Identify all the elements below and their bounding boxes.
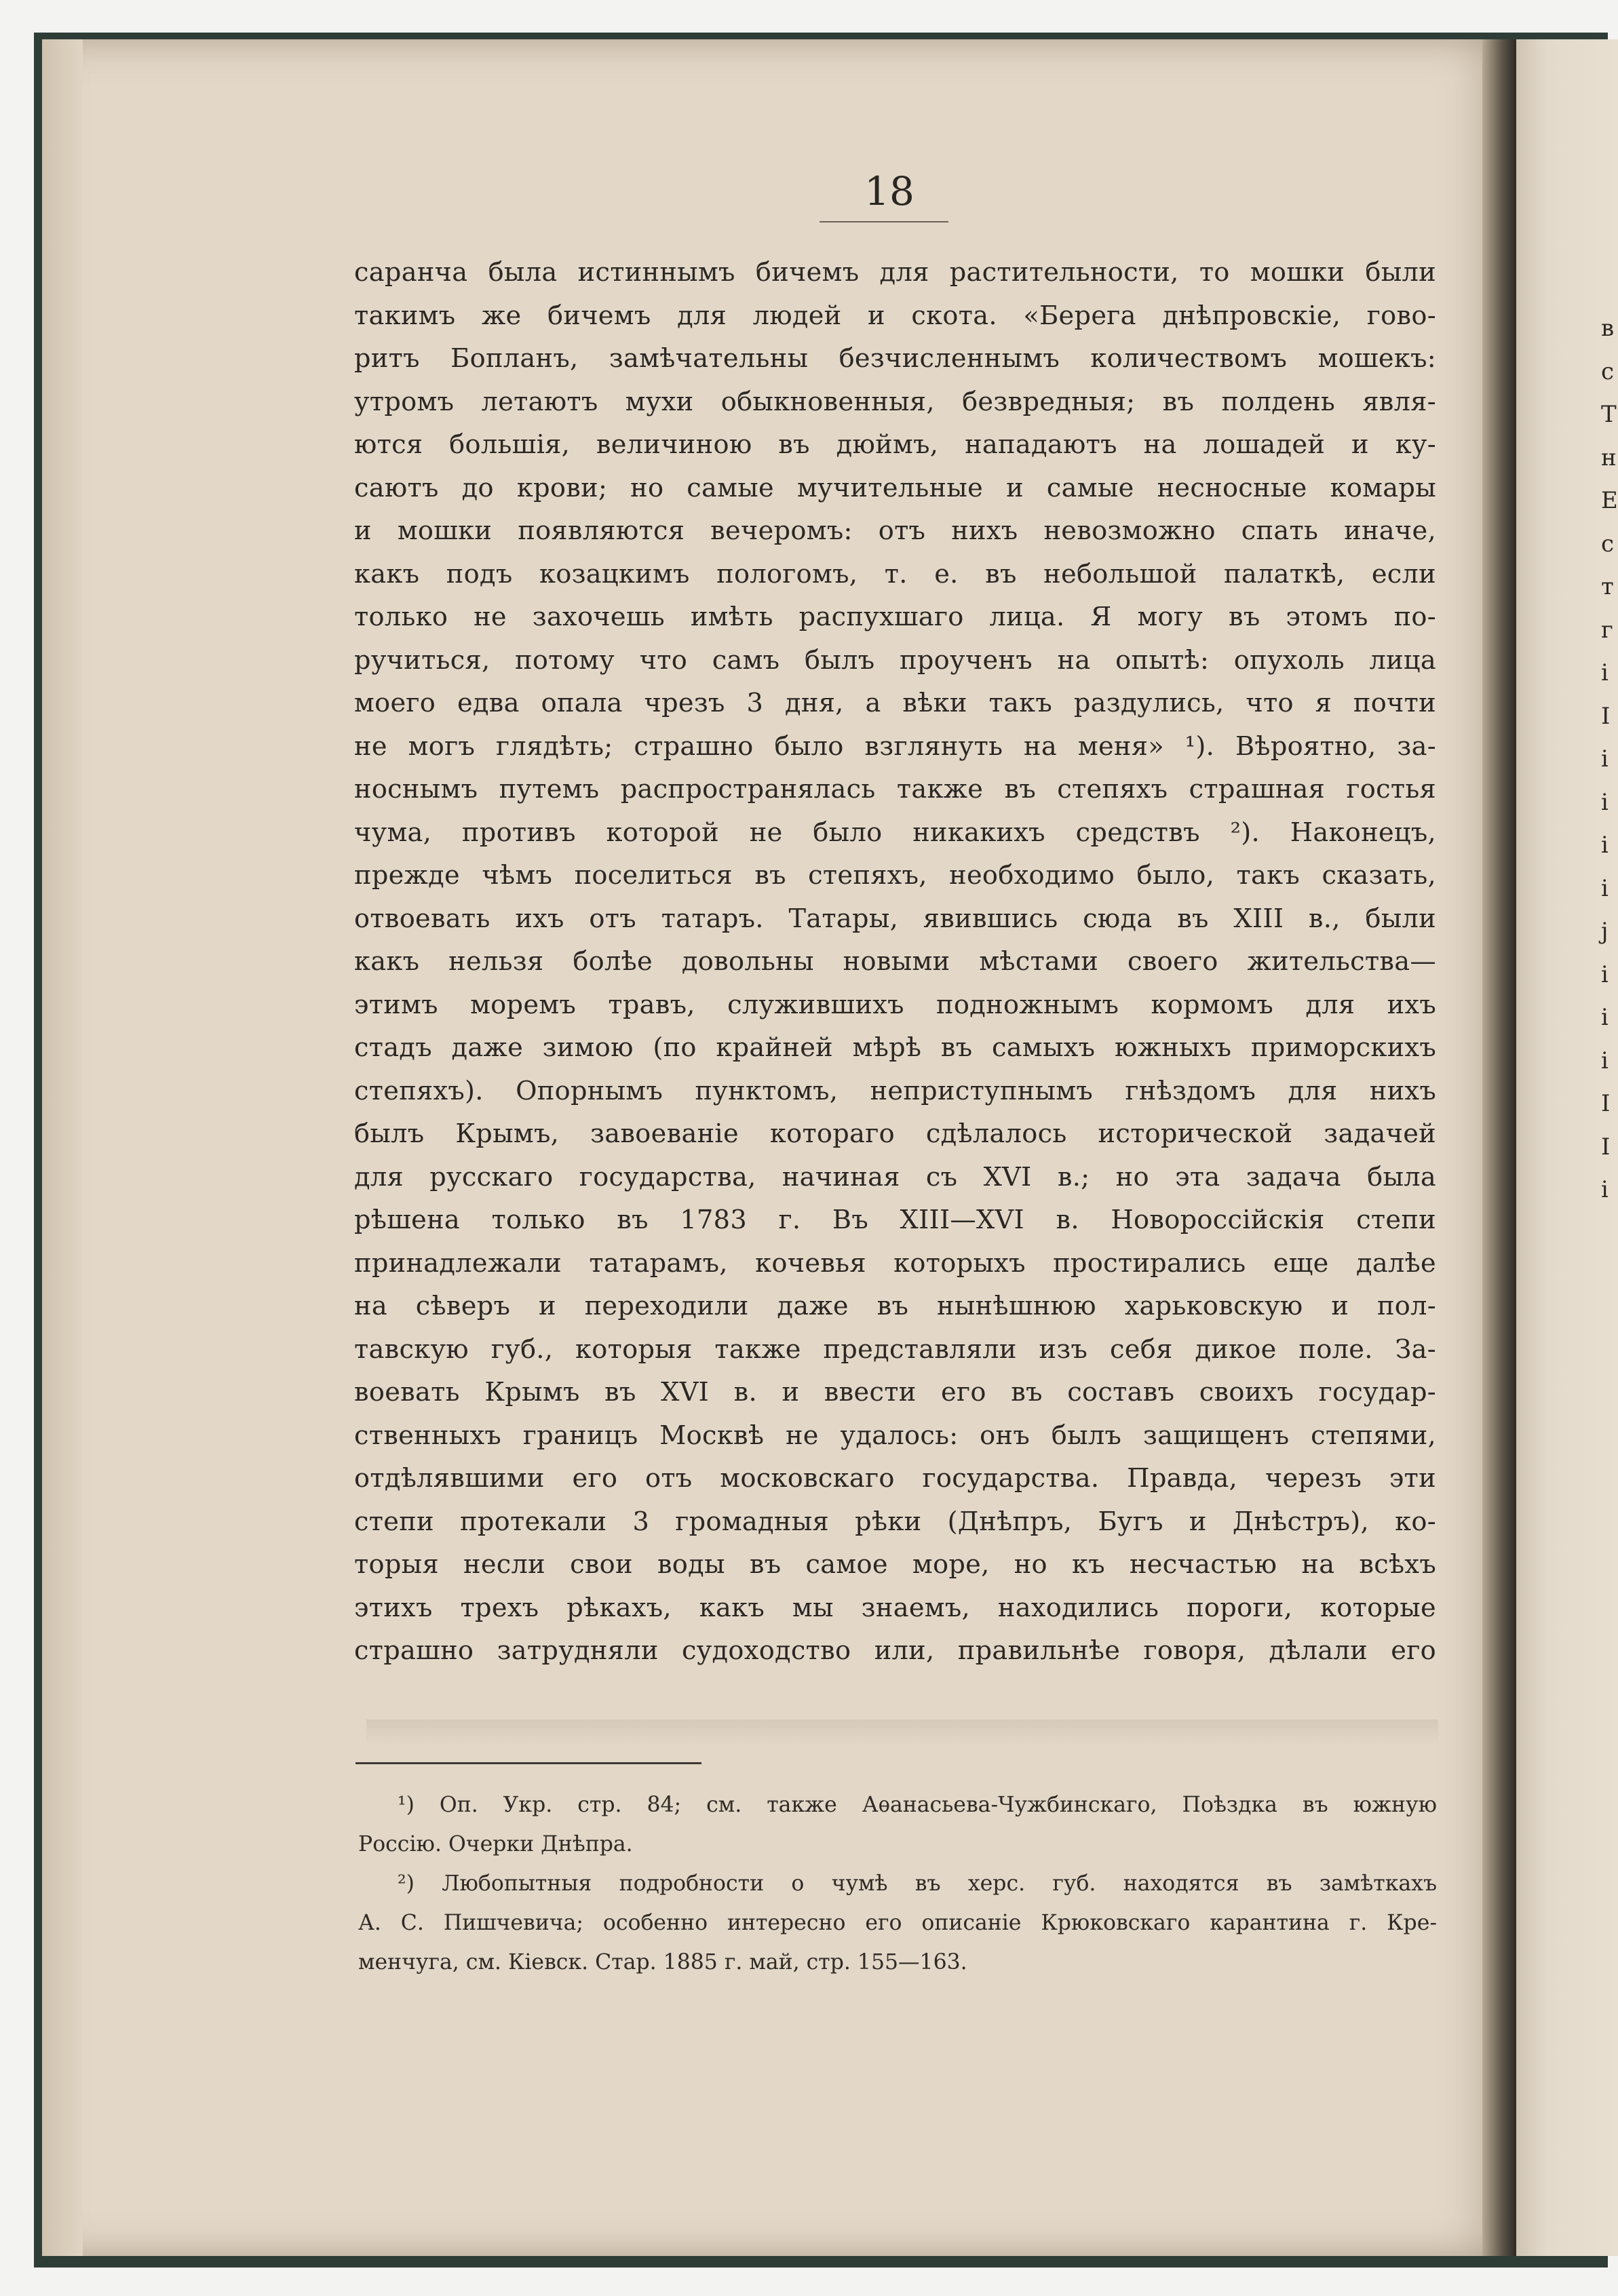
text-line: и мошки появляются вечеромъ: отъ нихъ невозможно спать иначе, [354, 515, 1436, 546]
text-line: для русскаго государства, начиная съ XVI в.; но эта задача была [354, 1161, 1436, 1192]
text-line: былъ Крымъ, завоеваніе котораго сдѣлалось исторической задачей [354, 1118, 1436, 1149]
show-through [366, 1719, 1438, 1747]
right-page-letter: Т [1601, 401, 1617, 428]
text-line: утромъ летаютъ мухи обыкновенныя, безвредныя; въ полдень явля- [354, 386, 1436, 417]
text-line: саранча была истиннымъ бичемъ для растительности, то мошки были [354, 257, 1436, 288]
text-line: прежде чѣмъ поселиться въ степяхъ, необходимо было, такъ сказать, [354, 860, 1436, 891]
right-page-letter: і [1601, 960, 1609, 988]
right-page-letter: в [1601, 315, 1615, 342]
footnote-line: менчуга, см. Кіевск. Стар. 1885 г. май, стр. 155—163. [358, 1950, 967, 1974]
footnote-line: Россію. Очерки Днѣпра. [358, 1832, 633, 1856]
right-page-letter: і [1601, 659, 1609, 686]
body-text [354, 251, 1436, 1673]
text-line: какъ подъ козацкимъ пологомъ, т. е. въ небольшой палаткѣ, если [354, 558, 1436, 589]
text-line: степяхъ). Опорнымъ пунктомъ, неприступнымъ гнѣздомъ для нихъ [354, 1075, 1436, 1106]
text-line: тавскую губ., которыя также представляли изъ себя дикое поле. За- [354, 1334, 1436, 1365]
right-page-letter: І [1601, 702, 1611, 730]
page-number: 18 [864, 168, 914, 214]
text-line: только не захочешь имѣть распухшаго лица. Я могу въ этомъ по- [354, 602, 1436, 632]
text-line: страшно затрудняли судоходство или, правильнѣе говоря, дѣлали его [354, 1635, 1436, 1666]
page-edge [42, 39, 83, 2256]
text-line: ственныхъ границъ Москвѣ не удалось: онъ былъ защищенъ степями, [354, 1420, 1436, 1451]
text-line: на сѣверъ и переходили даже въ нынѣшнюю харьковскую и пол- [354, 1291, 1436, 1321]
text-line: этимъ моремъ травъ, служившихъ подножнымъ кормомъ для ихъ [354, 989, 1436, 1020]
right-page-letter: н [1601, 444, 1617, 471]
right-page-letter: г [1601, 616, 1613, 644]
text-line: ются большія, величиною въ дюймъ, нападаютъ на лошадей и ку- [354, 429, 1436, 460]
footnote-line: ¹) Оп. Укр. стр. 84; см. также Аѳанасьева-Чужбинскаго, Поѣздка въ южную [398, 1793, 1437, 1817]
right-page-letter: і [1601, 1004, 1609, 1031]
text-line: воевать Крымъ въ XVI в. и ввести его въ составъ своихъ государ- [354, 1377, 1436, 1407]
text-line: этихъ трехъ рѣкахъ, какъ мы знаемъ, находились пороги, которые [354, 1592, 1436, 1623]
right-page-letter: І [1601, 1133, 1611, 1161]
right-page-letter: і [1601, 1047, 1609, 1074]
right-page-letter: Е [1601, 487, 1618, 514]
right-page-letter: І [1601, 1090, 1611, 1117]
footnotes [358, 1785, 1437, 1982]
text-line: чума, противъ которой не было никакихъ средствъ ²). Наконецъ, [354, 817, 1436, 848]
text-line: какъ нельзя болѣе довольны новыми мѣстами своего жительства— [354, 946, 1436, 977]
right-page-letters [1601, 307, 1618, 1212]
right-page-letter: і [1601, 832, 1609, 859]
right-page-letter: і [1601, 788, 1609, 816]
footnote-line: ²) Любопытныя подробности о чумѣ въ херс. губ. находятся въ замѣткахъ [398, 1871, 1437, 1896]
book-gutter [1482, 39, 1516, 2256]
text-line: носнымъ путемъ распространялась также въ степяхъ страшная гостья [354, 774, 1436, 804]
text-line: принадлежали татарамъ, кочевья которыхъ простирались еще далѣе [354, 1247, 1436, 1279]
right-page [1516, 39, 1618, 2256]
text-line: отвоевать ихъ отъ татаръ. Татары, явившись сюда въ XIII в., были [354, 903, 1436, 934]
text-line: отдѣлявшими его отъ московскаго государства. Правда, черезъ эти [354, 1463, 1436, 1494]
page-number-rule [820, 221, 948, 222]
right-page-letter: т [1601, 573, 1614, 600]
right-page-letter: і [1601, 745, 1609, 773]
text-line: рѣшена только въ 1783 г. Въ XIII—XVI в. Новороссійскія степи [354, 1205, 1436, 1235]
right-page-letter: с [1601, 357, 1615, 385]
text-line: ручиться, потому что самъ былъ проученъ на опытѣ: опухоль лица [354, 644, 1436, 676]
right-page-letter: і [1601, 1176, 1609, 1203]
right-page-letter: ј [1601, 918, 1609, 945]
text-line: такимъ же бичемъ для людей и скота. «Берега днѣпровскіе, гово- [354, 300, 1436, 331]
text-line: саютъ до крови; но самые мучительные и самые несносные комары [354, 472, 1436, 503]
footnote-line: А. С. Пишчевича; особенно интересно его описаніе Крюковскаго карантина г. Кре- [358, 1911, 1437, 1935]
text-line: торыя несли свои воды въ самое море, но къ несчастью на всѣхъ [354, 1549, 1436, 1580]
right-page-letter: с [1601, 530, 1615, 558]
text-line: ритъ Бопланъ, замѣчательны безчисленнымъ количествомъ мошекъ: [354, 343, 1436, 374]
text-line: моего едва опала чрезъ 3 дня, а вѣки такъ раздулись, что я почти [354, 688, 1436, 718]
footnote-rule [355, 1762, 701, 1764]
right-page-letter: і [1601, 874, 1609, 902]
text-line: не могъ глядѣть; страшно было взглянуть на меня» ¹). Вѣроятно, за- [354, 731, 1436, 762]
text-line: степи протекали 3 громадныя рѣки (Днѣпръ, Бугъ и Днѣстръ), ко- [354, 1506, 1436, 1537]
text-line: стадъ даже зимою (по крайней мѣрѣ въ самыхъ южныхъ приморскихъ [354, 1032, 1436, 1063]
